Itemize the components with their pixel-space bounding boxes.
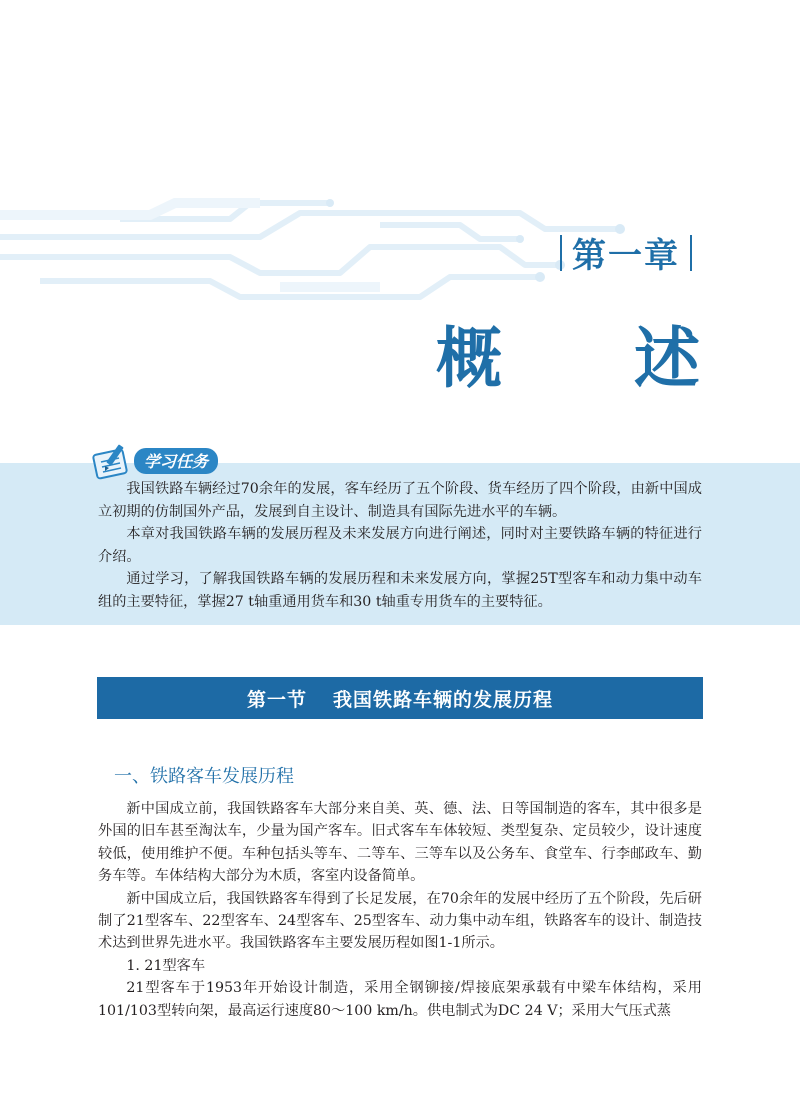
body-text — [98, 798, 702, 1022]
learning-task-label: 学习任务 — [134, 448, 218, 474]
chapter-title — [436, 305, 702, 400]
chapter-label-left-bar — [560, 235, 562, 271]
task-paragraph: 我国铁路车辆经过70余年的发展，客车经历了五个阶段、货车经历了四个阶段，由新中国成立初期的仿制国外产品，发展到自主设计、制造具有国际先进水平的车辆。 — [98, 481, 702, 520]
section-heading-banner — [97, 677, 703, 719]
body-paragraph: 新中国成立前，我国铁路客车大部分来自美、英、德、法、日等国制造的客车，其中很多是外国的旧车甚至淘汰车，少量为国产客车。旧式客车车体较短、类型复杂、定员较少，设计速度较低，使用维护不便。车种包括头等车、二等车、三等车以及公务车、食堂车、行李邮政车、勤务车等。车体结构大部分为木质，客室内设备简单。 — [98, 801, 702, 885]
chapter-label — [550, 228, 702, 277]
body-paragraph: 新中国成立后，我国铁路客车得到了长足发展，在70余年的发展中经历了五个阶段，先后研制了21型客车、22型客车、24型客车、25型客车、动力集中动车组，铁路客车的设计、制造技术达到世界先进水平。我国铁路客车主要发展历程如图1-1所示。 — [98, 890, 702, 952]
task-paragraph: 通过学习，了解我国铁路车辆的发展历程和未来发展方向，掌握25T型客车和动力集中动车组的主要特征，掌握27 t轴重通用货车和30 t轴重专用货车的主要特征。 — [98, 571, 702, 610]
body-paragraph: 21型客车于1953年开始设计制造，采用全钢铆接/焊接底架承载有中梁车体结构，采用101/103型转向架，最高运行速度80～100 km/h。供电制式为DC 24 V；采用大气压式蒸 — [98, 980, 702, 1019]
section-number: 第一节 — [246, 688, 307, 711]
chapter-label-right-bar — [690, 235, 692, 271]
body-list-heading: 1. 21型客车 — [126, 957, 206, 974]
chapter-title-char: 概 — [436, 320, 504, 397]
subsection-heading: 一、铁路客车发展历程 — [114, 766, 294, 787]
learning-task-text — [98, 478, 702, 613]
chapter-number: 第一章 — [572, 236, 680, 276]
chapter-title-char: 述 — [634, 320, 702, 397]
notebook-pencil-icon — [92, 440, 138, 480]
task-paragraph: 本章对我国铁路车辆的发展历程及未来发展方向进行阐述，同时对主要铁路车辆的特征进行介绍。 — [98, 526, 702, 565]
learning-task-badge — [92, 440, 218, 480]
section-title: 我国铁路车辆的发展历程 — [333, 688, 554, 711]
